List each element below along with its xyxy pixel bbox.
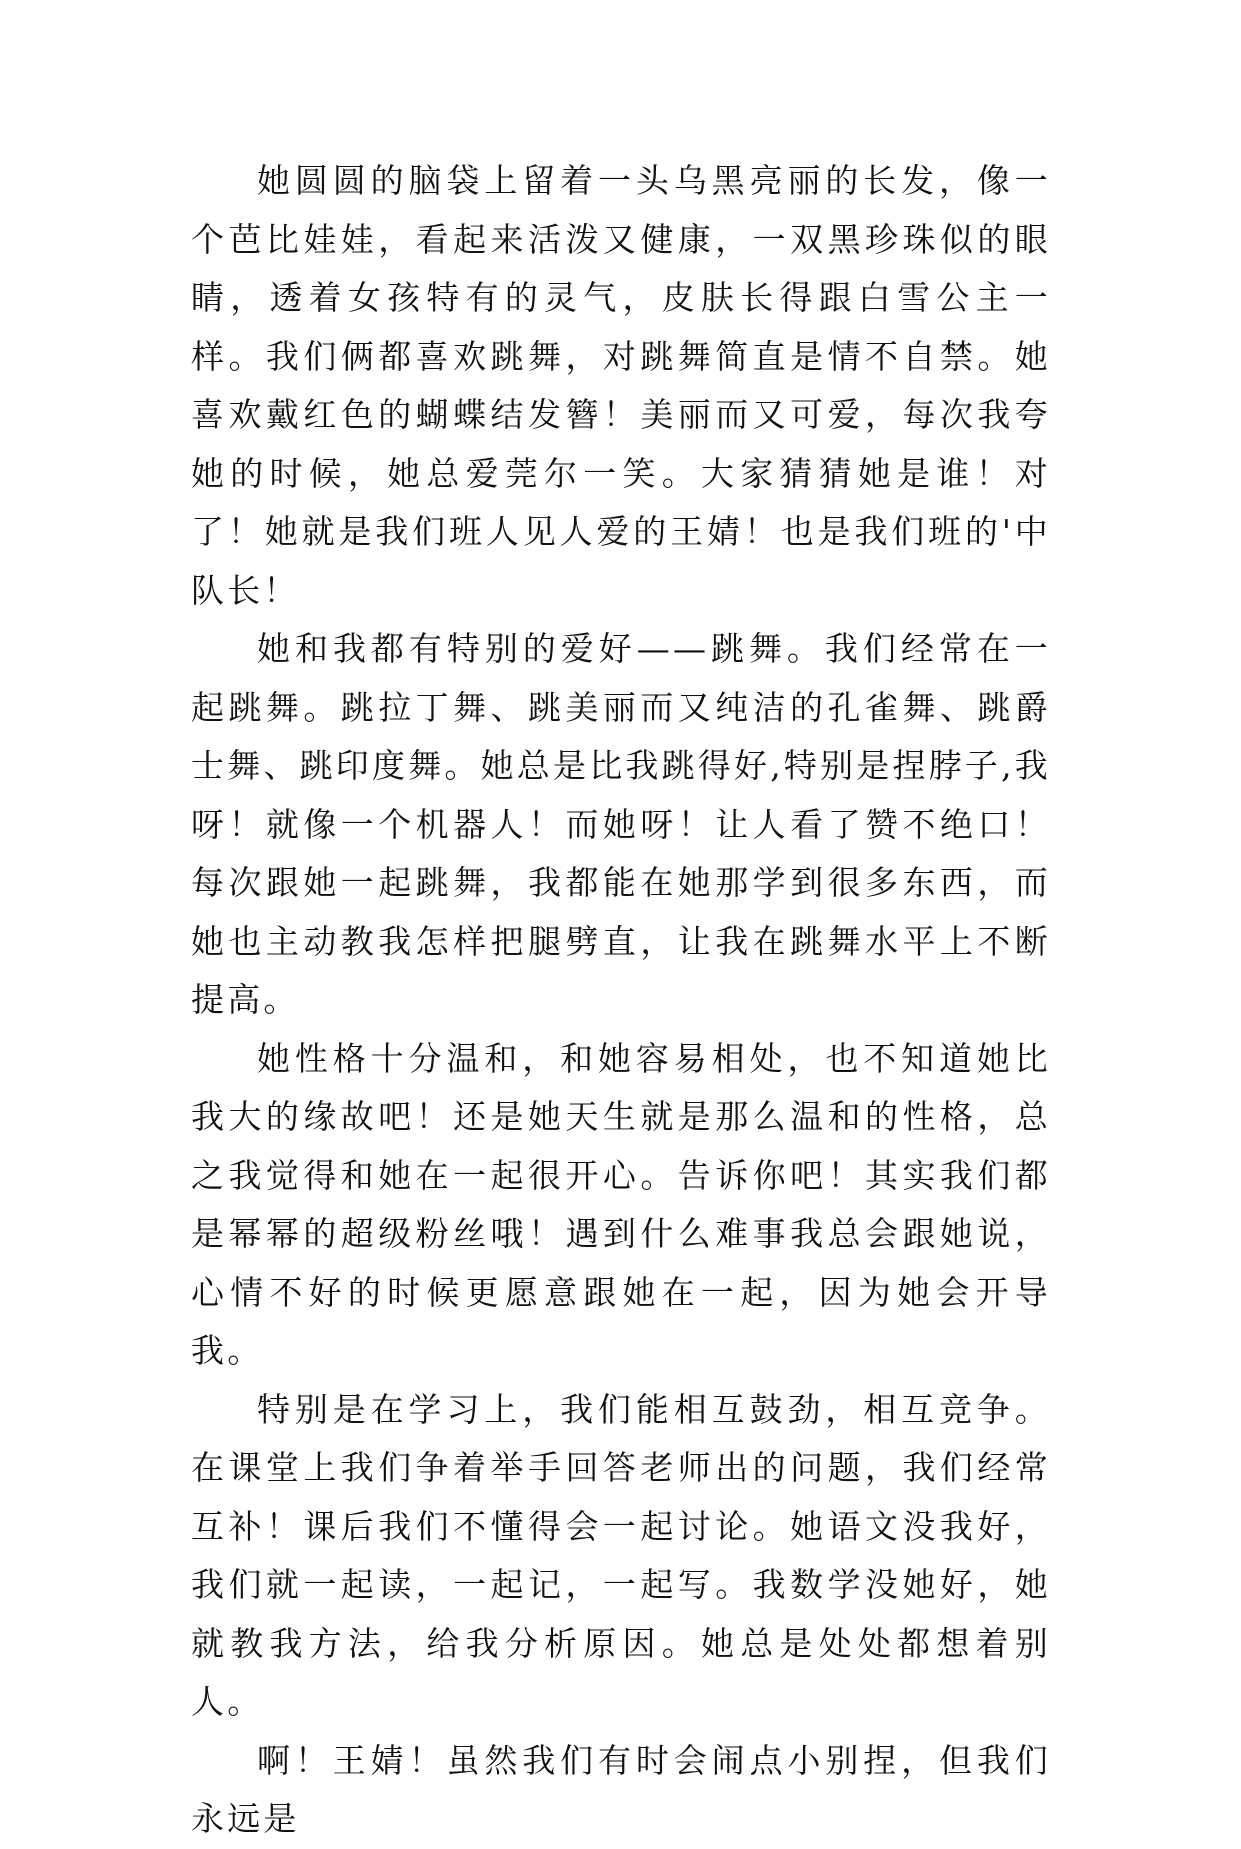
essay-body (191, 152, 1051, 1849)
paragraph-dance-hobby: 她和我都有特别的爱好——跳舞。我们经常在一起跳舞。跳拉丁舞、跳美丽而又纯洁的孔雀舞、跳爵士舞、跳印度舞。她总是比我跳得好,特别是捏脖子,我呀！就像一个机器人！而她呀！让人看了赞不绝口！每次跟她一起跳舞，我都能在她那学到很多东西，而她也主动教我怎样把腿劈直，让我在跳舞水平上不断提高。 (191, 629, 1051, 1019)
paragraph-personality: 她性格十分温和，和她容易相处，也不知道她比我大的缘故吧！还是她天生就是那么温和的性格，总之我觉得和她在一起很开心。告诉你吧！其实我们都是幂幂的超级粉丝哦！遇到什么难事我总会跟她说，心情不好的时候更愿意跟她在一起，因为她会开导我。 (191, 1038, 1051, 1370)
paragraph-study: 特别是在学习上，我们能相互鼓劲，相互竞争。在课堂上我们争着举手回答老师出的问题，我们经常互补！课后我们不懂得会一起讨论。她语文没我好，我们就一起读，一起记，一起写。我数学没她好，她就教我方法，给我分析原因。她总是处处都想着别人。 (191, 1389, 1051, 1721)
paragraph-appearance: 她圆圆的脑袋上留着一头乌黑亮丽的长发，像一个芭比娃娃，看起来活泼又健康，一双黑珍珠似的眼睛，透着女孩特有的灵气，皮肤长得跟白雪公主一样。我们俩都喜欢跳舞，对跳舞简直是情不自禁。她喜欢戴红色的蝴蝶结发簪！美丽而又可爱，每次我夸她的时候，她总爱莞尔一笑。大家猜猜她是谁！对了！她就是我们班人见人爱的王婧！也是我们班的'中队长！ (191, 161, 1051, 610)
paragraph-closing: 啊！王婧！虽然我们有时会闹点小别捏，但我们永远是 (191, 1740, 1051, 1838)
